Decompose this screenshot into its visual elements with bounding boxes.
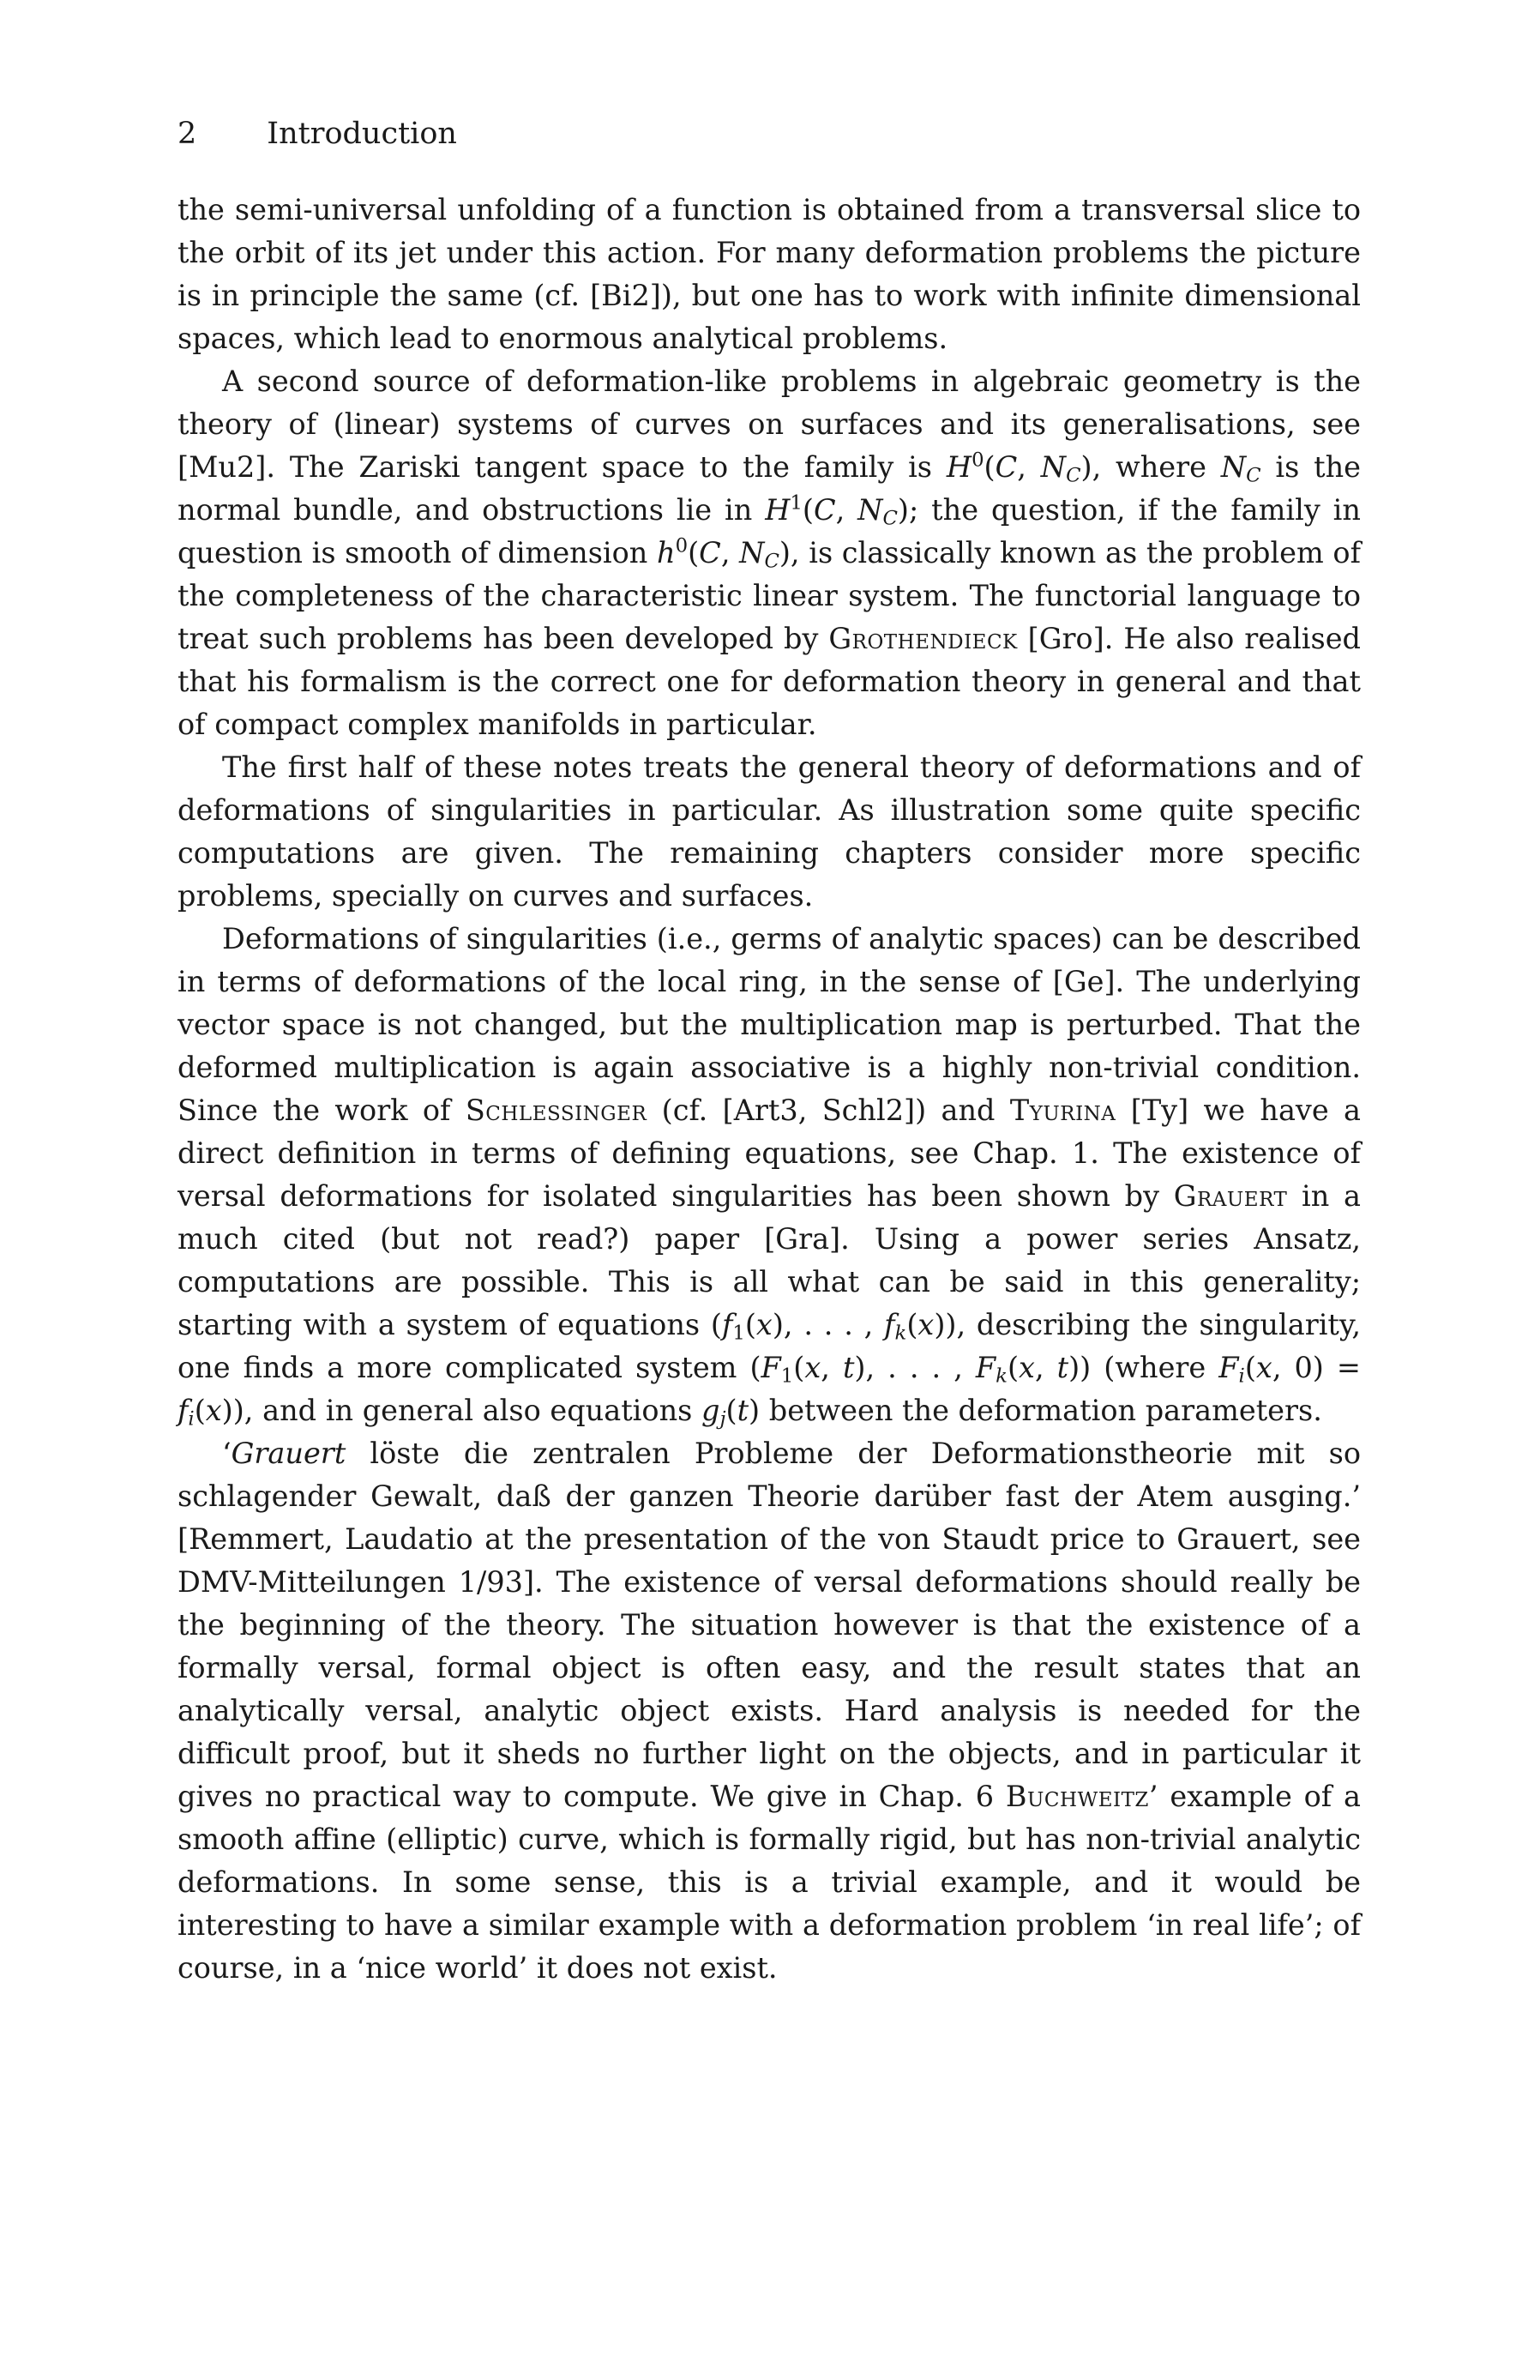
text-run: ); the question, if the family in question is smooth of dimension xyxy=(177,493,1361,569)
math-symbol: f xyxy=(177,1394,189,1427)
text-run: ), where xyxy=(1080,450,1221,484)
paragraph xyxy=(177,746,1361,918)
math-symbol: F xyxy=(975,1351,996,1384)
paragraph xyxy=(177,360,1361,746)
text-run: )) (where xyxy=(1068,1351,1219,1384)
math-text: , xyxy=(1017,450,1041,484)
math-symbol: N xyxy=(1040,450,1067,484)
text-run: Deformations of singularities (i.e., germs of analytic spaces) can be described in terms of deformations of the local ring, in the sense of [Ge]. The underlying vector space is not changed, but the multiplication map is perturbed. That the deformed multiplication is again associative is a highly non-trivial condition. Since the work of xyxy=(177,922,1361,1127)
math-symbol: x xyxy=(1019,1351,1035,1384)
math-subscript: C xyxy=(882,507,898,530)
math-text: , xyxy=(821,1351,843,1384)
math-text: , xyxy=(1034,1351,1057,1384)
quoted-name: Grauert xyxy=(231,1437,346,1470)
math-subscript: 1 xyxy=(732,1322,745,1345)
math-superscript: 0 xyxy=(675,534,689,557)
math-subscript: 1 xyxy=(780,1365,794,1388)
math-symbol: f xyxy=(884,1308,895,1341)
text-run: A second source of deformation-like problems in algebraic geometry is the theory of (linear) systems of curves on surfaces and its generalisations, see [Mu2]. The Zariski tangent space to the family is xyxy=(177,365,1361,484)
math-symbol: x xyxy=(205,1394,222,1427)
math-symbol: f xyxy=(721,1308,733,1341)
author-name: Schlessinger xyxy=(465,1094,647,1127)
paragraph xyxy=(177,1432,1361,1990)
math-text: , xyxy=(835,493,858,527)
math-symbol: F xyxy=(1218,1351,1239,1384)
math-symbol: h xyxy=(657,536,676,569)
text-run: )), describing the singularity, one finds a more complicated system ( xyxy=(177,1308,1362,1384)
math-symbol: t xyxy=(842,1351,855,1384)
math-symbol: x xyxy=(804,1351,821,1384)
math-symbol: g xyxy=(701,1394,720,1427)
paragraph xyxy=(177,918,1361,1432)
math-symbol: C xyxy=(995,450,1018,484)
math-symbol: x xyxy=(755,1308,773,1341)
math-text: ( xyxy=(906,1308,918,1341)
text-run: )), and in general also equations xyxy=(221,1394,701,1427)
math-symbol: N xyxy=(857,493,883,527)
text-run: The first half of these notes treats the general theory of deformations and of deformations of singularities in particular. As illustration some quite specific computations are given. The remaining chapters consider more specific problems, specially on curves and surfaces. xyxy=(177,750,1361,913)
text-run: [Ty] we have a direct definition in terms of defining equations, see Chap. 1. The existence of versal deformations for isolated singularities has been shown by xyxy=(177,1094,1361,1213)
math-symbol: N xyxy=(739,536,765,569)
math-text: ( xyxy=(984,450,996,484)
math-text: ( xyxy=(802,493,814,527)
math-symbol: C xyxy=(813,493,836,527)
paragraph xyxy=(177,189,1361,360)
text-run: ‘ xyxy=(222,1437,232,1470)
running-title: Introduction xyxy=(267,117,457,151)
page-number: 2 xyxy=(177,117,197,151)
text-run: löste die zentralen Probleme der Deformationstheorie mit so schlagender Gewalt, daß der ganzen Theorie darüber fast der Atem ausging.’ [Remmert, Laudatio at the presentation of the von Staudt price to Grauert, see DMV-Mitteilungen 1/93]. The existence of versal deformations should really be the beginning of the theory. The situation however is that the existence of a formally versal, formal object is often easy, and the result states that an analytically versal, analytic object exists. Hard analysis is needed for the difficult proof, but it sheds no further light on the objects, and in particular it gives no practical way to compute. We give in Chap. 6 xyxy=(177,1437,1361,1813)
text-run: ’ example of a smooth affine (elliptic) curve, which is formally rigid, but has non-trivial analytic deformations. In some sense, this is a trivial example, and it would be interesting to have a similar example with a deformation problem ‘in real life’; of course, in a ‘nice world’ it does not exist. xyxy=(177,1780,1362,1985)
math-subscript: i xyxy=(188,1407,195,1431)
math-text: ), . . . , xyxy=(772,1308,885,1341)
math-text: ), . . . , xyxy=(854,1351,976,1384)
math-superscript: 1 xyxy=(790,491,803,515)
author-name: Buchweitz xyxy=(1005,1780,1149,1813)
running-header xyxy=(177,115,457,153)
math-symbol: x xyxy=(917,1308,935,1341)
math-superscript: 0 xyxy=(972,449,984,472)
math-text: ( xyxy=(1244,1351,1256,1384)
math-text: ( xyxy=(744,1308,756,1341)
text-run: the semi-universal unfolding of a function is obtained from a transversal slice to the orbit of its jet under this action. For many deformation problems the picture is in principle the same (cf. [Bi2]), but one has to work with infinite dimensional spaces, which lead to enormous analytical problems. xyxy=(177,193,1361,355)
math-symbol: F xyxy=(761,1351,781,1384)
math-text: ( xyxy=(1007,1351,1020,1384)
text-run: is the normal bundle, and obstructions lie in xyxy=(177,450,1361,527)
math-symbol: x xyxy=(1255,1351,1272,1384)
math-text: , xyxy=(720,536,740,569)
math-subscript: C xyxy=(764,550,779,573)
math-symbol: H xyxy=(946,450,972,484)
body-text xyxy=(177,189,1361,1990)
math-subscript: k xyxy=(894,1322,907,1345)
math-subscript: k xyxy=(996,1365,1008,1388)
author-name: Grauert xyxy=(1173,1179,1288,1213)
text-run: in a much cited (but not read?) paper [Gra]. Using a power series Ansatz, computations are possible. This is all what can be said in this generality; starting with a system of equations ( xyxy=(177,1179,1361,1341)
text-run: [Gro]. He also realised that his formalism is the correct one for deformation theory in general and that of compact complex manifolds in particular. xyxy=(177,622,1361,741)
text-run: (cf. [Art3, Schl2]) and xyxy=(647,1094,1010,1127)
math-symbol: N xyxy=(1220,450,1247,484)
math-subscript: C xyxy=(1246,464,1261,487)
math-subscript: i xyxy=(1238,1365,1245,1388)
math-text: ( xyxy=(194,1394,206,1427)
math-symbol: t xyxy=(737,1394,749,1427)
math-text: ( xyxy=(725,1394,737,1427)
author-name: Grothendieck xyxy=(828,622,1018,655)
math-text: ( xyxy=(688,536,700,569)
text-run: ), is classically known as the problem of the completeness of the characteristic linear system. The functorial language to treat such problems has been developed by xyxy=(177,536,1361,655)
math-symbol: t xyxy=(1056,1351,1069,1384)
math-subscript: j xyxy=(719,1407,726,1431)
math-text: ( xyxy=(793,1351,805,1384)
text-run: ) between the deformation parameters. xyxy=(749,1394,1322,1427)
math-symbol: C xyxy=(699,536,721,569)
math-text: , 0) = xyxy=(1272,1351,1361,1384)
math-symbol: H xyxy=(765,493,791,527)
math-subscript: C xyxy=(1066,464,1081,487)
author-name: Tyurina xyxy=(1009,1094,1116,1127)
